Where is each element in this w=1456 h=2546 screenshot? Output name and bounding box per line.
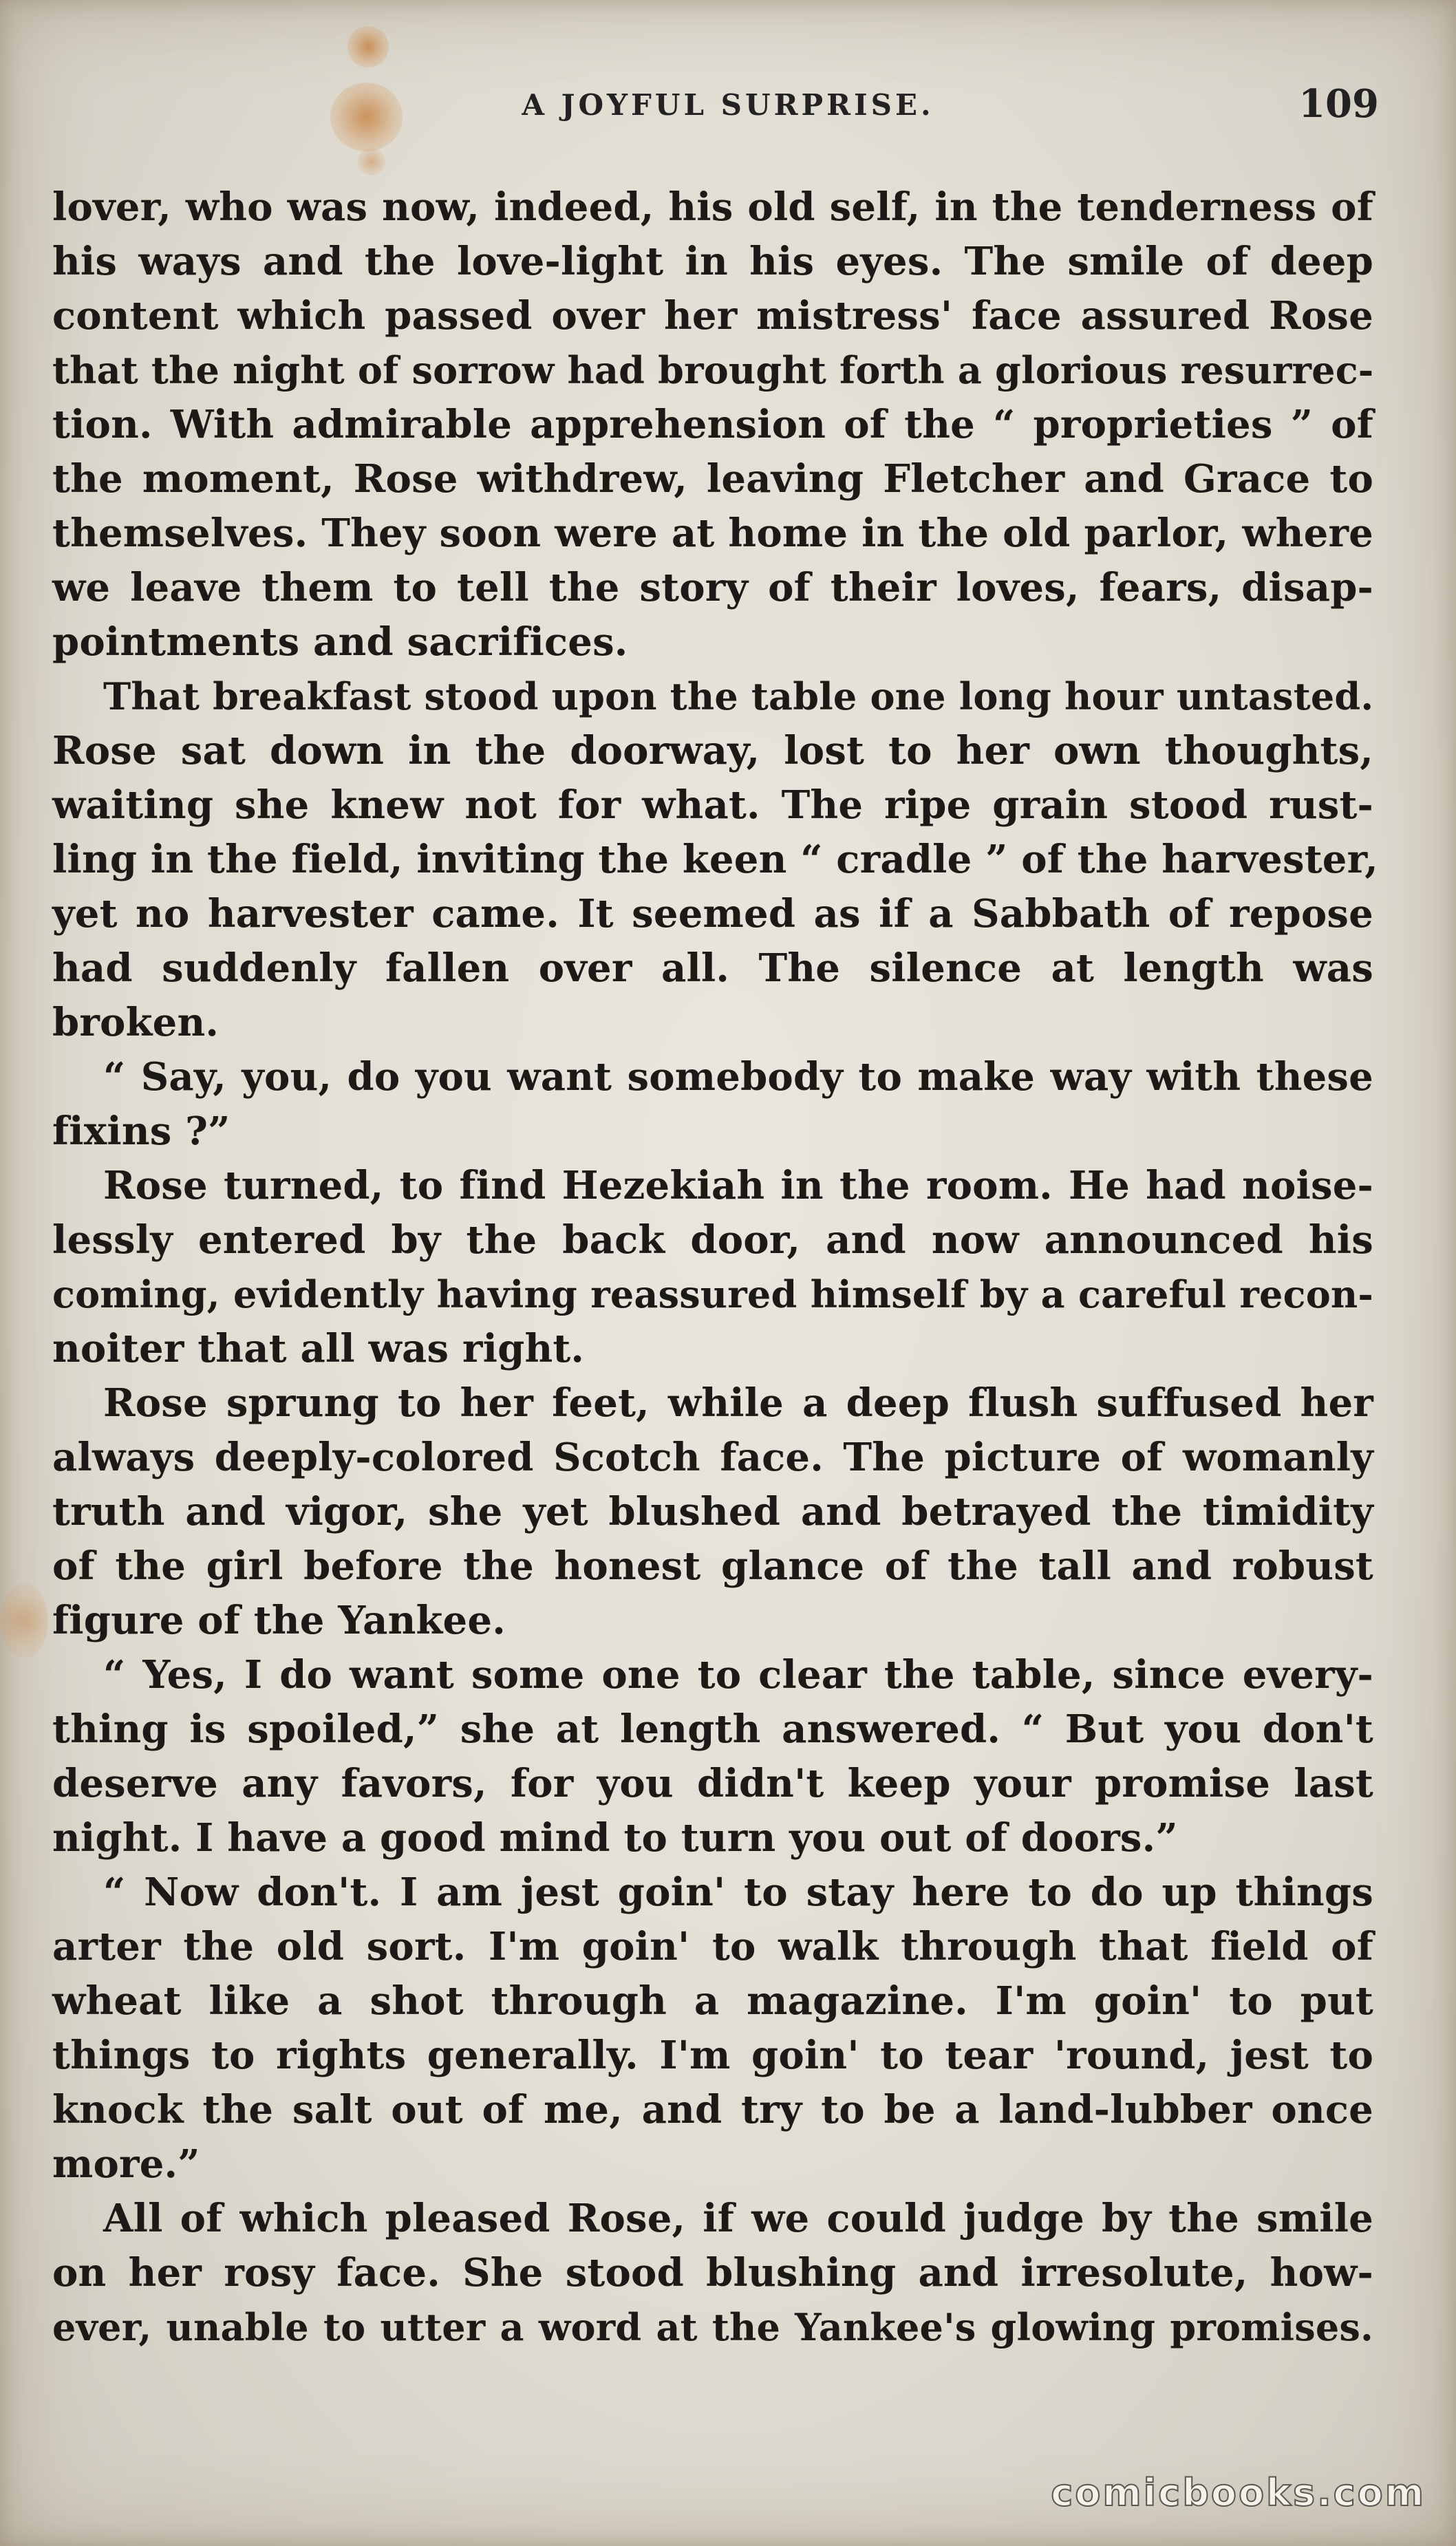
text-line: figure of the Yankee. (52, 1598, 506, 1643)
text-line: noiter that all was right. (52, 1326, 585, 1371)
text-line: broken. (52, 1000, 220, 1045)
text-line: themselves. They soon were at home in the old parlor, where (52, 511, 1373, 556)
text-line: that the night of sorrow had brought forth a glorious resurrec- (52, 348, 1374, 392)
text-line: night. I have a good mind to turn you out of doors.” (52, 1815, 1178, 1861)
text-line: That breakfast stood upon the table one long hour untasted. (103, 674, 1374, 718)
text-line: “ Now don't. I am jest goin' to stay here to do up things (103, 1870, 1373, 1915)
watermark-logo: comicbooks.com (1051, 2471, 1426, 2514)
body-text (52, 180, 1378, 2355)
text-line: tion. With admirable apprehension of the “ proprieties ” of (52, 402, 1373, 447)
text-line: “ Say, you, do you want somebody to make way with these (103, 1054, 1373, 1100)
text-line: his ways and the love-light in his eyes. The smile of deep (52, 239, 1373, 284)
text-line: always deeply-colored Scotch face. The picture of womanly (52, 1435, 1373, 1480)
text-line: yet no harvester came. It seemed as if a Sabbath of repose (52, 891, 1373, 937)
text-line: things to rights generally. I'm goin' to tear 'round, jest to (52, 2033, 1373, 2078)
text-line: content which passed over her mistress' face assured Rose (52, 293, 1373, 339)
text-line: the moment, Rose withdrew, leaving Fletcher and Grace to (52, 456, 1373, 502)
text-line: deserve any favors, for you didn't keep your promise last (52, 1761, 1373, 1806)
foxing-stain (347, 26, 389, 67)
text-line: lessly entered by the back door, and now announced his (52, 1217, 1373, 1263)
text-line: “ Yes, I do want some one to clear the table, since every- (103, 1652, 1373, 1698)
running-title: A JOYFUL SURPRISE. (522, 88, 934, 122)
text-line: Rose sprung to her feet, while a deep flush suffused her (103, 1380, 1373, 1426)
text-line: more.” (52, 2141, 200, 2187)
text-line: fixins ?” (52, 1109, 231, 1154)
text-line: Rose sat down in the doorway, lost to her own thoughts, (52, 728, 1373, 773)
text-line: knock the salt out of me, and try to be a land-lubber once (52, 2087, 1373, 2132)
text-line: lover, who was now, indeed, his old self, in the tenderness of (52, 184, 1373, 230)
text-line: thing is spoiled,” she at length answered. “ But you don't (52, 1707, 1373, 1752)
foxing-stain (0, 1583, 48, 1658)
text-line: of the girl before the honest glance of the tall and robust (52, 1543, 1373, 1589)
text-line: wheat like a shot through a magazine. I'm goin' to put (52, 1978, 1373, 2024)
text-line: we leave them to tell the story of their loves, fears, disap- (52, 565, 1373, 610)
text-line: on her rosy face. She stood blushing and irresolute, how- (52, 2250, 1373, 2296)
text-line: waiting she knew not for what. The ripe grain stood rust- (52, 782, 1373, 828)
text-line: pointments and sacrifices. (52, 619, 628, 665)
text-line: arter the old sort. I'm goin' to walk through that field of (52, 1924, 1373, 1969)
text-line: had suddenly fallen over all. The silence at length was (52, 945, 1373, 991)
text-line: ling in the field, inviting the keen “ cradle ” of the harvester, (52, 837, 1378, 882)
text-line: ever, unable to utter a word at the Yankee's glowing promises. (52, 2305, 1373, 2349)
text-line: coming, evidently having reassured himself by a careful recon- (52, 1272, 1373, 1316)
foxing-stain (358, 148, 385, 175)
text-line: Rose turned, to find Hezekiah in the room. He had noise- (103, 1163, 1373, 1208)
text-line: All of which pleased Rose, if we could judge by the smile (103, 2196, 1373, 2241)
page-number: 109 (1298, 81, 1379, 127)
text-line: truth and vigor, she yet blushed and betrayed the timidity (52, 1489, 1373, 1534)
